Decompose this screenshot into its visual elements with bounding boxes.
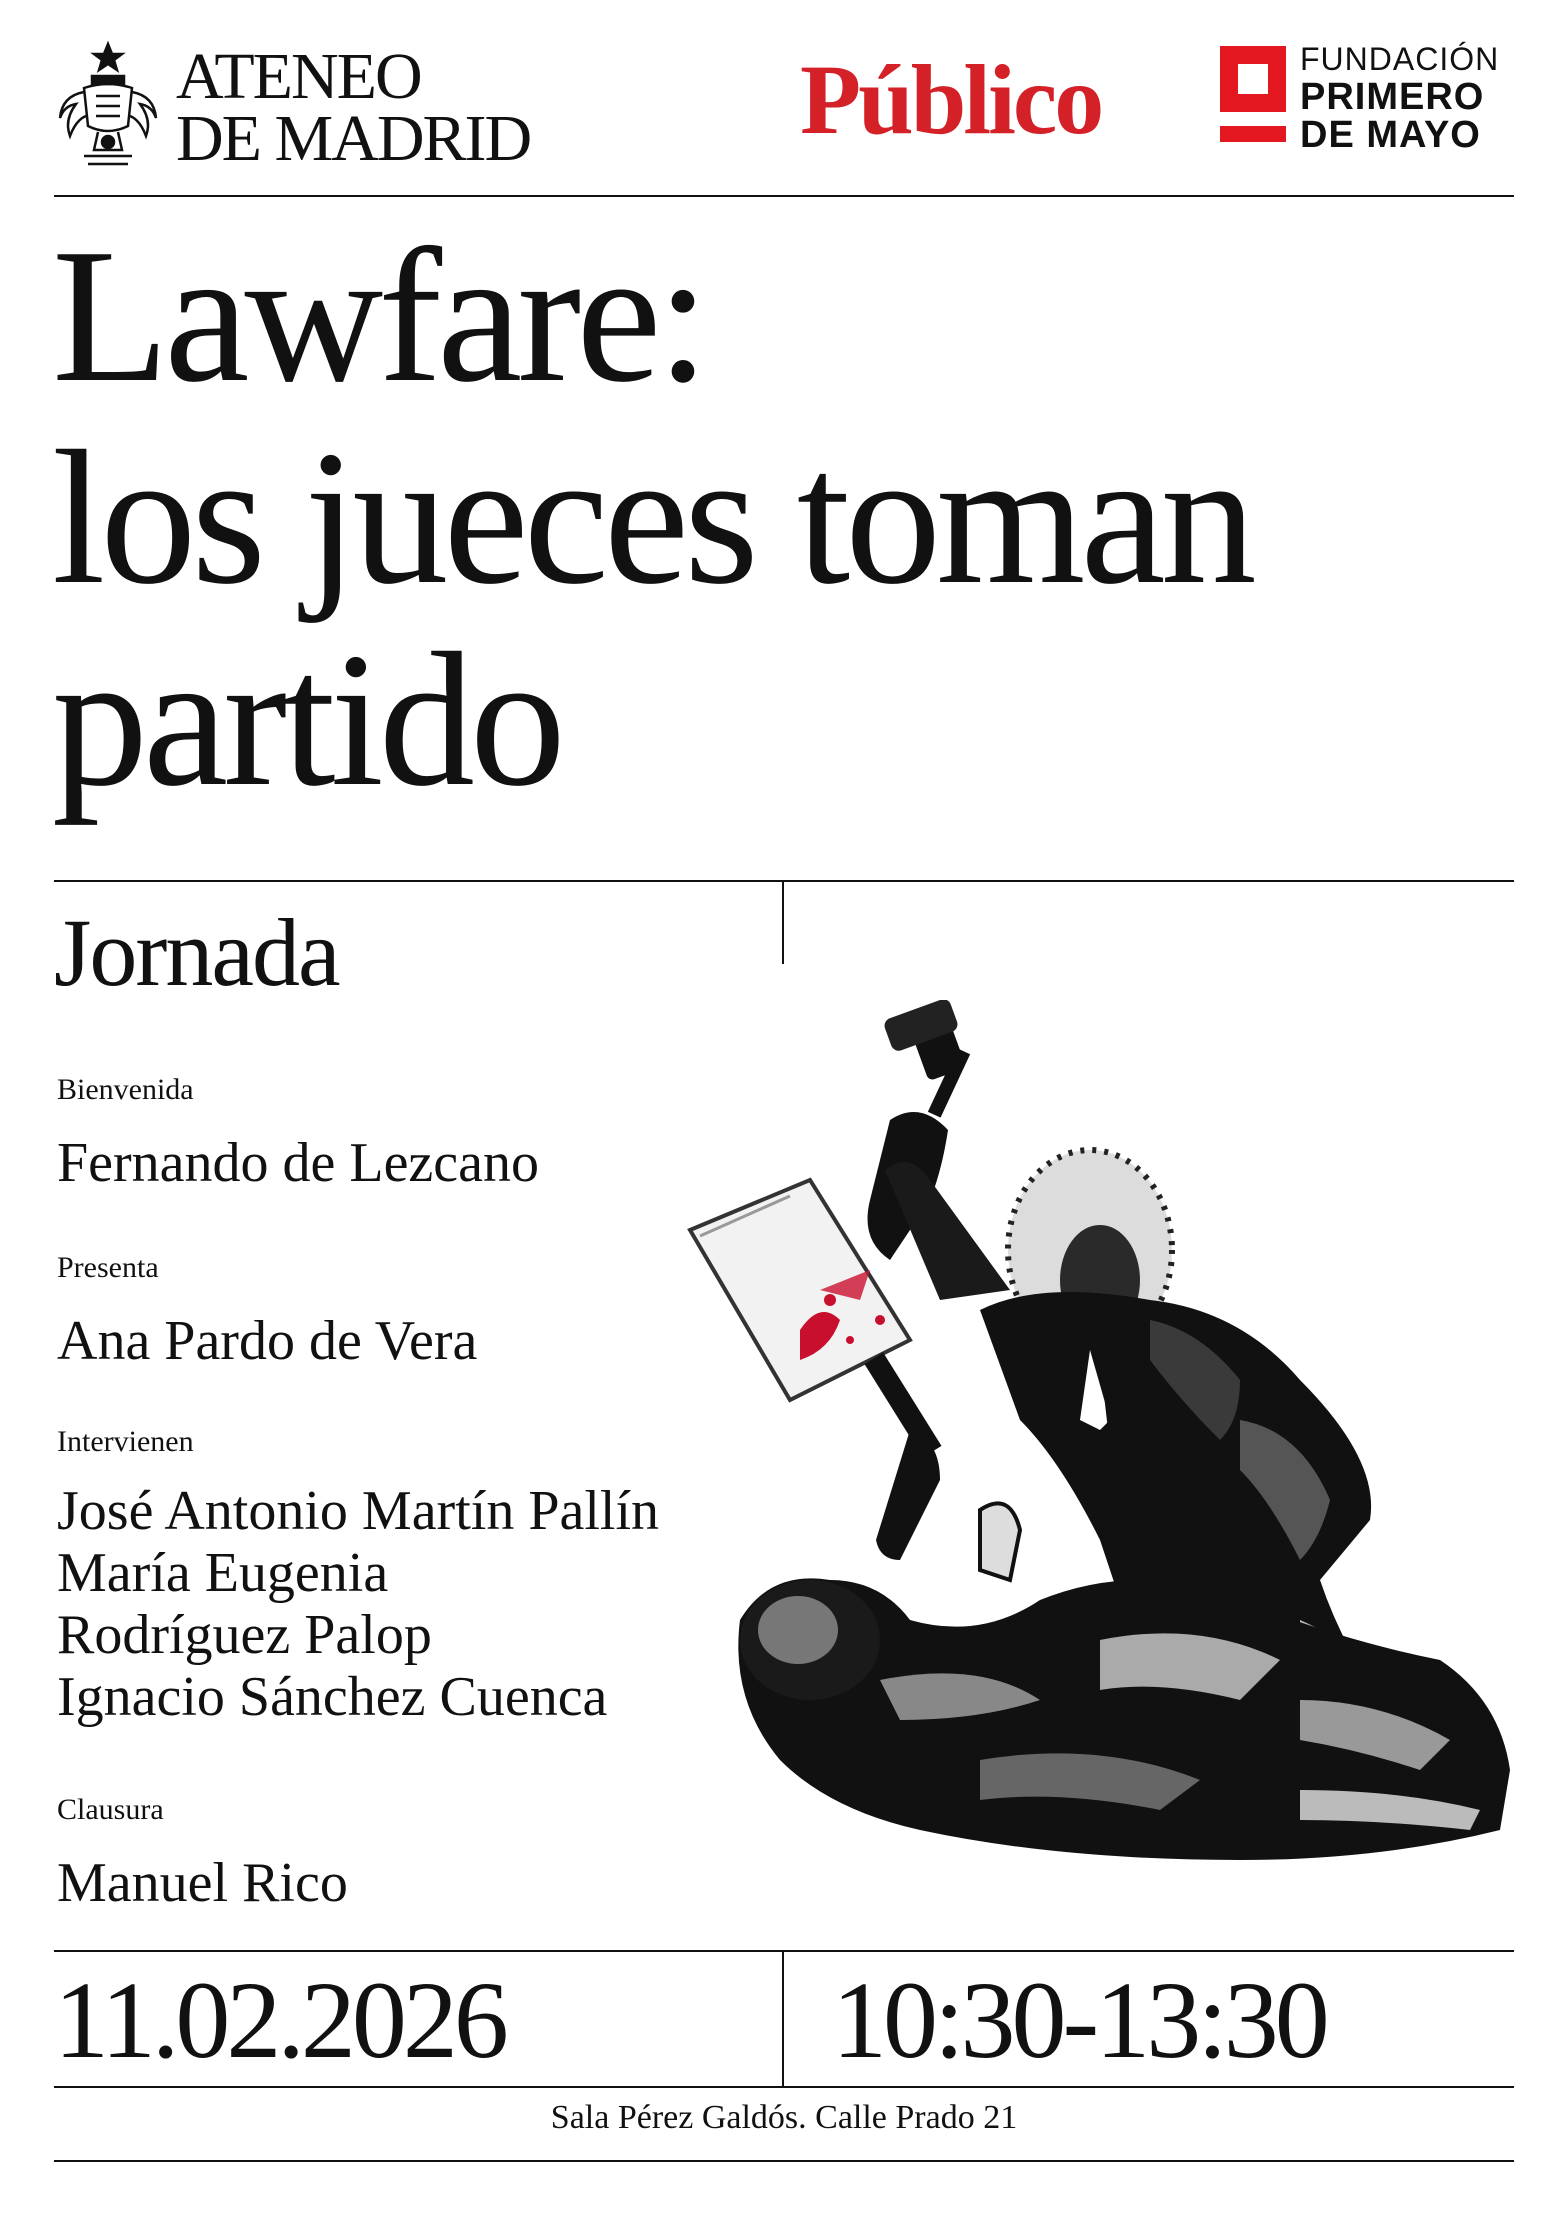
judge-with-gavel-and-cleaver-illustration — [680, 1000, 1520, 1930]
title-line3: partido — [52, 613, 561, 826]
fundacion-logo — [1220, 40, 1520, 156]
person-intervienen-3: Rodríguez Palop — [57, 1604, 432, 1666]
person-intervienen-4: Ignacio Sánchez Cuenca — [57, 1666, 608, 1728]
event-venue: Sala Pérez Galdós. Calle Prado 21 — [550, 2099, 1018, 2136]
header-divider — [54, 195, 1514, 197]
event-time: 10:30-13:30 — [832, 1959, 1326, 2081]
title-line1: Lawfare: — [52, 209, 705, 422]
jornada-vertical-divider — [782, 880, 784, 964]
title-divider — [54, 880, 1514, 882]
person-bienvenida: Fernando de Lezcano — [57, 1132, 539, 1194]
ateneo-name — [176, 40, 531, 175]
fundacion-line1: FUNDACIÓN — [1300, 41, 1500, 77]
footer-mid-divider — [54, 2086, 1514, 2088]
page-title — [52, 209, 1532, 826]
person-clausura: Manuel Rico — [57, 1852, 348, 1914]
role-bienvenida: Bienvenida — [57, 1073, 194, 1106]
jornada-label: Jornada — [54, 899, 339, 1006]
fundacion-line2: PRIMERO — [1300, 76, 1485, 118]
fundacion-square-mark-icon — [1220, 46, 1286, 146]
person-intervienen-2: María Eugenia — [57, 1542, 389, 1604]
ateneo-line1: ATENEO — [176, 40, 421, 113]
footer-bottom-divider — [54, 2160, 1514, 2162]
footer-top-divider — [54, 1950, 1514, 1952]
person-presenta: Ana Pardo de Vera — [57, 1310, 478, 1372]
ateneo-line2: DE MADRID — [176, 102, 531, 175]
event-date: 11.02.2026 — [54, 1959, 505, 2081]
publico-logo: Público — [800, 44, 1102, 155]
role-presenta: Presenta — [57, 1251, 159, 1284]
ateneo-logo — [54, 40, 614, 180]
ateneo-crest-icon — [54, 40, 162, 170]
footer-vertical-divider — [782, 1950, 784, 2086]
role-clausura: Clausura — [57, 1793, 164, 1826]
title-line2: los jueces toman — [52, 411, 1252, 624]
person-intervienen-1: José Antonio Martín Pallín — [57, 1480, 659, 1542]
role-intervienen: Intervienen — [57, 1425, 194, 1458]
fundacion-line3: DE MAYO — [1300, 114, 1481, 156]
gavel-icon — [882, 1000, 970, 1118]
